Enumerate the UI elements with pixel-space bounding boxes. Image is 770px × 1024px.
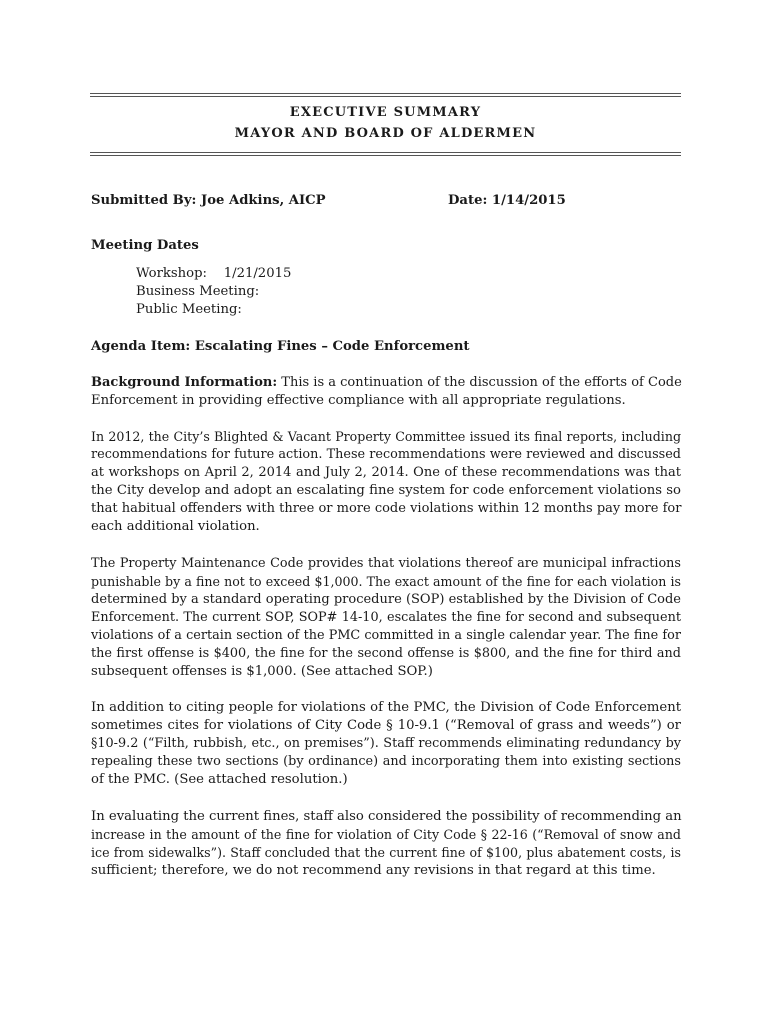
header-rule-top-1 <box>90 93 681 94</box>
para4-line: In evaluating the current fines, staff also considered the possibility of recommending an <box>91 809 682 824</box>
para1-line: at workshops on April 2, 2014 and July 2, 2014. One of these recommendations was that <box>91 465 681 480</box>
background-text: This is a continuation of the discussion of the efforts of Code <box>277 375 682 390</box>
para4-line: ice from sidewalks”). Staff concluded that the current fine of $100, plus abatement costs, is <box>91 845 681 860</box>
para4-line: increase in the amount of the fine for violation of City Code § 22-16 (“Removal of snow and <box>91 827 681 842</box>
para2-line: the first offense is $400, the fine for the second offense is $800, and the fine for third and <box>91 646 681 661</box>
para2-line: determined by a standard operating procedure (SOP) established by the Division of Code <box>91 592 681 607</box>
para2-line: violations of a certain section of the PMC committed in a single calendar year. The fine for <box>91 628 681 643</box>
para3-line: sometimes cites for violations of City Code § 10-9.1 (“Removal of grass and weeds”) or <box>91 718 681 733</box>
para2-line: The Property Maintenance Code provides that violations thereof are municipal infractions <box>91 556 681 571</box>
agenda-item: Agenda Item: Escalating Fines – Code Enforcement <box>91 339 470 354</box>
meeting-dates-heading: Meeting Dates <box>91 238 199 253</box>
para1-line: each additional violation. <box>91 519 260 534</box>
para2-line: punishable by a fine not to exceed $1,000. The exact amount of the fine for each violation is <box>91 574 681 589</box>
submitted-by: Submitted By: Joe Adkins, AICP <box>91 193 326 208</box>
document-subtitle: MAYOR AND BOARD OF ALDERMEN <box>234 126 537 141</box>
document-title: EXECUTIVE SUMMARY <box>289 105 482 120</box>
para1-line: In 2012, the City’s Blighted & Vacant Property Committee issued its final reports, including <box>91 429 681 444</box>
header-rule-top-2 <box>90 96 681 97</box>
para3-line: repealing these two sections (by ordinance) and incorporating them into existing sections <box>91 754 681 769</box>
header-rule-bottom-2 <box>90 155 681 156</box>
background-label: Background Information: <box>91 375 278 390</box>
para3-line: In addition to citing people for violations of the PMC, the Division of Code Enforcement <box>91 700 681 715</box>
meeting-business: Business Meeting: <box>136 284 260 299</box>
para1-line: the City develop and adopt an escalating fine system for code enforcement violations so <box>91 483 681 498</box>
meeting-public: Public Meeting: <box>136 302 242 317</box>
background-line-2: Enforcement in providing effective compliance with all appropriate regulations. <box>91 393 626 408</box>
para1-line: recommendations for future action. These recommendations were reviewed and discussed <box>91 447 681 462</box>
para2-line: subsequent offenses is $1,000. (See attached SOP.) <box>91 664 433 679</box>
para1-line: that habitual offenders with three or more code violations within 12 months pay more for <box>91 501 682 516</box>
header-rule-bottom-1 <box>90 152 681 153</box>
para3-line: §10-9.2 (“Filth, rubbish, etc., on premises”). Staff recommends eliminating redundancy by <box>91 736 681 751</box>
background-line-1 <box>91 374 681 392</box>
para2-line: Enforcement. The current SOP, SOP# 14-10, escalates the fine for second and subsequent <box>91 610 681 625</box>
document-date: Date: 1/14/2015 <box>448 193 566 208</box>
para4-line: sufficient; therefore, we do not recommend any revisions in that regard at this time. <box>91 863 656 878</box>
para3-line: of the PMC. (See attached resolution.) <box>91 772 348 787</box>
meeting-workshop: Workshop: 1/21/2015 <box>136 266 292 281</box>
